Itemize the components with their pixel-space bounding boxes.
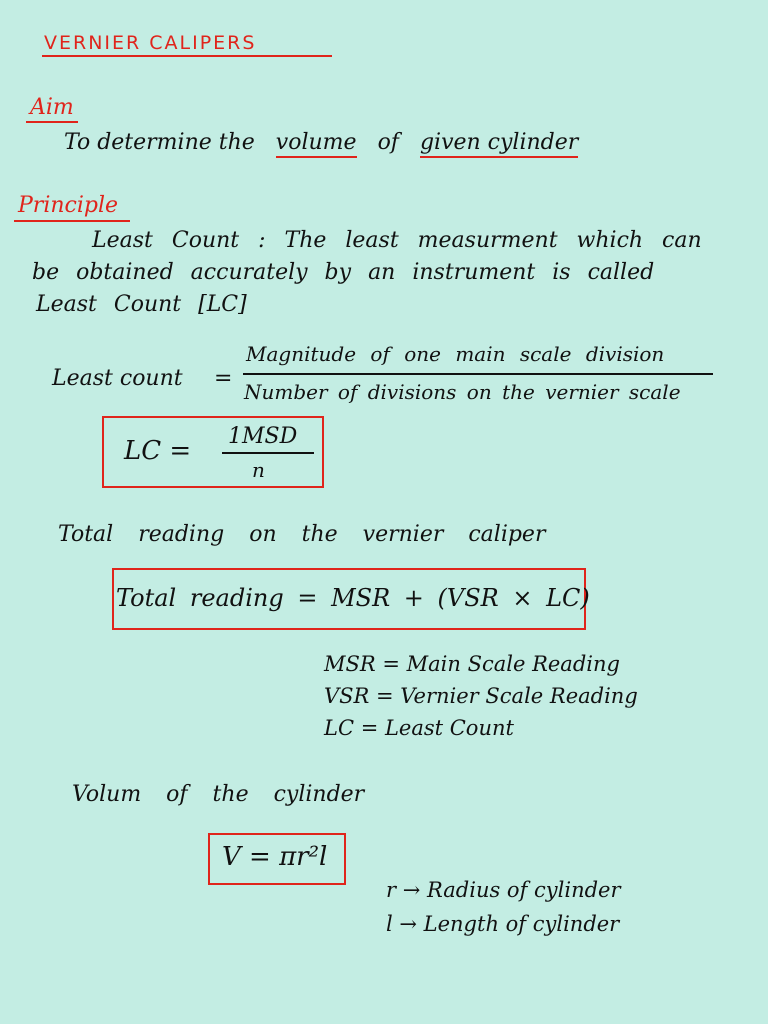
lc-formula-denominator: n (252, 458, 265, 482)
definition-msr: MSR = Main Scale Reading (324, 652, 620, 676)
lc-formula-numerator: 1MSD (228, 424, 298, 449)
total-reading-formula: Total reading = MSR + (VSR × LC) (116, 584, 590, 612)
aim-text-prefix: To determine the (64, 130, 255, 155)
aim-emph-volume: volume (276, 130, 357, 158)
aim-statement (64, 130, 592, 155)
total-reading-intro: Total reading on the vernier caliper (58, 522, 546, 547)
principle-underline (14, 220, 130, 222)
definition-line-2: be obtained accurately by an instrument is called (32, 260, 655, 285)
definition-vsr: VSR = Vernier Scale Reading (324, 684, 638, 708)
aim-heading: Aim (30, 95, 74, 120)
aim-underline (26, 121, 78, 123)
lc-formula-lhs: LC = (124, 436, 192, 466)
definition-line-3: Least Count [LC] (36, 292, 247, 317)
symbol-radius: r → Radius of cylinder (386, 878, 621, 902)
symbol-length: l → Length of cylinder (386, 912, 620, 936)
title-underline (42, 55, 332, 57)
least-count-equals: = (214, 366, 233, 391)
volume-intro: Volum of the cylinder (72, 782, 365, 807)
least-count-numerator: Magnitude of one main scale division (246, 342, 665, 366)
definition-line-1: Least Count : The least measurment which can (92, 228, 702, 253)
volume-formula: V = πr²l (222, 842, 328, 872)
lc-fraction-bar (222, 452, 314, 454)
fraction-bar (243, 373, 713, 375)
page-title: VERNIER CALIPERS (44, 32, 257, 54)
least-count-label: Least count (52, 366, 183, 391)
aim-text-mid: of (377, 130, 399, 155)
aim-emph-cylinder: given cylinder (420, 130, 578, 158)
principle-heading: Principle (18, 193, 119, 218)
definition-lc: LC = Least Count (324, 716, 514, 740)
least-count-denominator: Number of divisions on the vernier scale (244, 380, 681, 404)
